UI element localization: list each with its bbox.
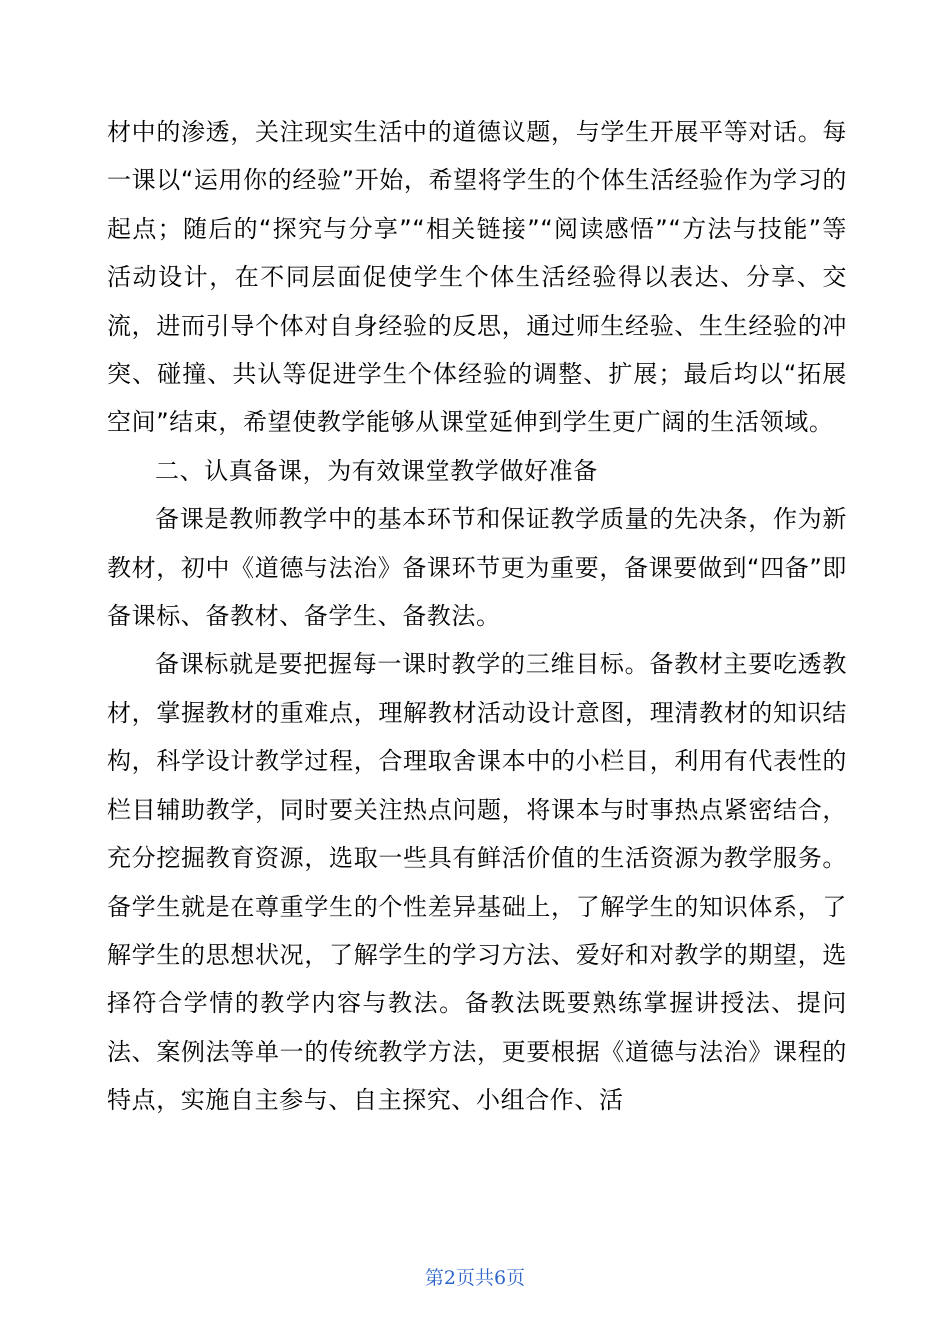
section-heading: 二、认真备课，为有效课堂教学做好准备 <box>155 456 598 485</box>
paragraph-1: 材中的渗透，关注现实生活中的道德议题，与学生开展平等对话。每一课以“运用你的经验”开始，希望将学生的个体生活经验作为学习的起点；随后的“探究与分享”“相关链接”“阅读感悟”“方法与技能”等活动设计，在不同层面促使学生个体生活经验得以表达、分享、交流，进而引导个体对自身经验的反思，通过师生经验、生生经验的冲突、碰撞、共认等促进学生个体经验的调整、扩展；最后均以“拓展空间”结束，希望使教学能够从课堂延伸到学生更广阔的生活领域。 <box>107 118 847 437</box>
paragraph-3: 备课标就是要把握每一课时教学的三维目标。备教材主要吃透教材，掌握教材的重难点，理解教材活动设计意图，理清教材的知识结构，科学设计教学过程，合理取舍课本中的小栏目，利用有代表性的栏目辅助教学，同时要关注热点问题，将课本与时事热点紧密结合，充分挖掘教育资源，选取一些具有鲜活价值的生活资源为教学服务。备学生就是在尊重学生的个性差异基础上，了解学生的知识体系，了解学生的思想状况，了解学生的学习方法、爱好和对教学的期望，选择符合学情的教学内容与教法。备教法既要熟练掌握讲授法、提问法、案例法等单一的传统教学方法，更要根据《道德与法治》课程的特点，实施自主参与、自主探究、小组合作、活 <box>107 650 847 1115</box>
page-number-footer: 第2页共6页 <box>424 1267 526 1289</box>
document-body <box>107 108 847 1125</box>
paragraph-2: 备课是教师教学中的基本环节和保证教学质量的先决条，作为新教材，初中《道德与法治》备课环节更为重要，备课要做到“四备”即备课标、备教材、备学生、备教法。 <box>107 505 847 631</box>
